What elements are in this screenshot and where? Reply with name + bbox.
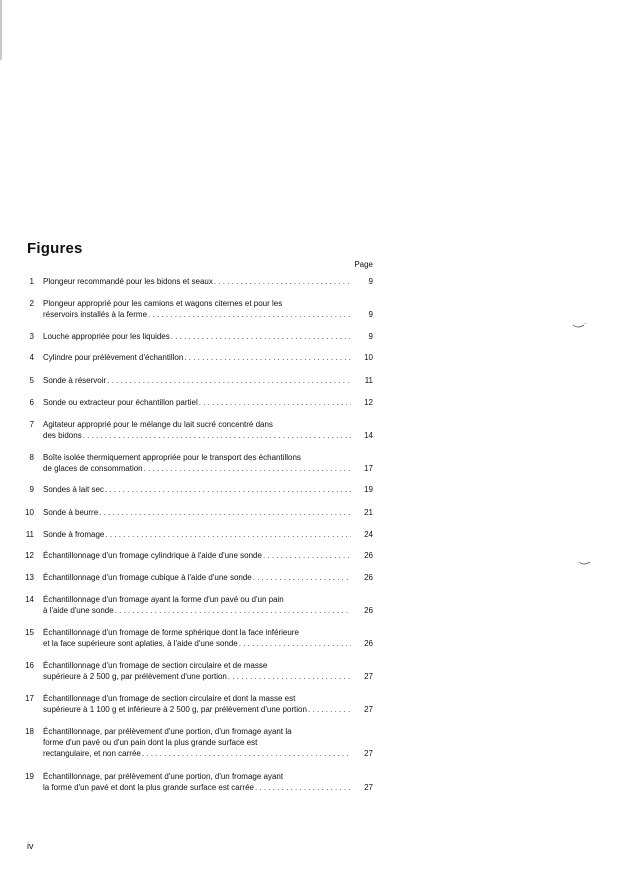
dot-leader <box>198 397 351 408</box>
caption-line: Sonde à fromage <box>43 530 105 539</box>
figure-caption <box>43 594 373 616</box>
figure-caption <box>43 419 373 441</box>
caption-line: Échantillonnage d'un fromage cubique à l'aide d'une sonde <box>43 573 252 582</box>
page-number: 14 <box>364 431 373 440</box>
dot-leader <box>227 671 351 682</box>
page-number: 24 <box>364 530 373 539</box>
dot-leader <box>114 605 351 616</box>
figure-number: 14 <box>25 595 34 604</box>
caption-line: rectangulaire, et non carrée <box>43 749 141 758</box>
figure-number: 17 <box>25 694 34 703</box>
caption-last-line <box>43 331 373 342</box>
figure-number: 5 <box>29 376 34 385</box>
dot-leader <box>213 276 351 287</box>
figure-caption <box>43 276 373 287</box>
caption-last-line <box>43 704 373 715</box>
figure-number: 1 <box>29 277 34 286</box>
caption-last-line <box>43 276 373 287</box>
caption-last-line <box>43 572 373 583</box>
footer-page-number: iv <box>27 841 34 851</box>
figure-number: 16 <box>25 661 34 670</box>
caption-line: supérieure à 2 500 g, par prélèvement d'une portion <box>43 672 227 681</box>
scan-mark <box>578 560 592 566</box>
caption-last-line <box>43 430 373 441</box>
caption-last-line <box>43 671 373 682</box>
figure-caption <box>43 507 373 518</box>
caption-last-line <box>43 309 373 320</box>
caption-last-line <box>43 550 373 561</box>
figure-number: 15 <box>25 628 34 637</box>
figure-caption <box>43 298 373 320</box>
caption-last-line <box>43 397 373 408</box>
dot-leader <box>82 430 351 441</box>
page-number: 19 <box>364 485 373 494</box>
page-number: 11 <box>364 376 373 385</box>
figure-caption <box>43 331 373 342</box>
caption-last-line <box>43 507 373 518</box>
scan-margin-line <box>0 0 2 60</box>
dot-leader <box>104 529 351 540</box>
page-number: 27 <box>364 672 373 681</box>
caption-line: Cylindre pour prélèvement d'échantillon <box>43 353 184 362</box>
caption-line: Sonde ou extracteur pour échantillon partiel <box>43 398 198 407</box>
figure-caption <box>43 660 373 682</box>
caption-last-line <box>43 484 373 495</box>
figure-caption <box>43 693 373 715</box>
figure-number: 3 <box>29 332 34 341</box>
figure-caption <box>43 550 373 561</box>
caption-last-line <box>43 638 373 649</box>
figure-caption <box>43 771 373 793</box>
figure-number: 12 <box>25 551 34 560</box>
caption-line: Échantillonnage d'un fromage cylindrique à l'aide d'une sonde <box>43 551 262 560</box>
caption-line: supérieure à 1 100 g et inférieure à 2 500 g, par prélèvement d'une portion <box>43 705 307 714</box>
caption-last-line <box>43 352 373 363</box>
page-number: 9 <box>368 277 373 286</box>
figure-number: 7 <box>29 420 34 429</box>
dot-leader <box>98 507 351 518</box>
caption-line: des bidons <box>43 431 82 440</box>
caption-line: Plongeur recommandé pour les bidons et seaux <box>43 277 213 286</box>
dot-leader <box>252 572 351 583</box>
caption-last-line <box>43 375 373 386</box>
caption-line: Échantillonnage, par prélèvement d'une portion, d'un fromage ayant <box>43 772 284 781</box>
dot-leader <box>106 375 351 386</box>
figure-number: 4 <box>29 353 34 362</box>
caption-line: à l'aide d'une sonde <box>43 606 114 615</box>
caption-line: Sonde à beurre <box>43 508 99 517</box>
figure-number: 9 <box>29 485 34 494</box>
caption-last-line <box>43 463 373 474</box>
caption-line: Échantillonnage d'un fromage de forme sphérique dont la face inférieure <box>43 628 299 637</box>
caption-line: réservoirs installés à la ferme <box>43 310 148 319</box>
dot-leader <box>147 309 351 320</box>
caption-line: Échantillonnage d'un fromage ayant la forme d'un pavé ou d'un pain <box>43 595 284 604</box>
figure-caption <box>43 397 373 408</box>
page-number: 12 <box>364 398 373 407</box>
page-number: 27 <box>364 783 373 792</box>
figure-number: 8 <box>29 453 34 462</box>
page-number: 9 <box>368 310 373 319</box>
figure-caption <box>43 627 373 649</box>
figure-number: 11 <box>25 530 34 539</box>
figure-number: 10 <box>25 508 34 517</box>
page-number: 10 <box>364 353 373 362</box>
figure-caption <box>43 572 373 583</box>
caption-line: Plongeur approprié pour les camions et wagons citernes et pour les <box>43 299 283 308</box>
dot-leader <box>262 550 351 561</box>
page-number: 26 <box>364 606 373 615</box>
figure-caption <box>43 726 373 759</box>
scan-mark <box>572 322 586 328</box>
caption-line: Louche appropriée pour les liquides <box>43 332 170 341</box>
dot-leader <box>238 638 351 649</box>
page-column-label: Page <box>354 260 373 269</box>
page-number: 26 <box>364 573 373 582</box>
caption-last-line <box>43 748 373 759</box>
caption-line: Agitateur approprié pour le mélange du lait sucré concentré dans <box>43 420 273 429</box>
page-number: 27 <box>364 705 373 714</box>
figure-number: 18 <box>25 727 34 736</box>
figure-caption <box>43 352 373 363</box>
figure-caption <box>43 452 373 474</box>
figure-caption <box>43 529 373 540</box>
caption-line: Sonde à réservoir <box>43 376 107 385</box>
caption-last-line <box>43 529 373 540</box>
caption-line: Sondes à lait sec <box>43 485 104 494</box>
figure-number: 13 <box>25 573 34 582</box>
dot-leader <box>254 782 351 793</box>
page-number: 21 <box>364 508 373 517</box>
dot-leader <box>104 484 351 495</box>
caption-line: forme d'un pavé ou d'un pain dont la plus grande surface est <box>43 738 258 747</box>
figure-number: 6 <box>29 398 34 407</box>
page-number: 26 <box>364 551 373 560</box>
dot-leader <box>170 331 351 342</box>
section-heading: Figures <box>27 240 83 257</box>
caption-line: Échantillonnage, par prélèvement d'une portion, d'un fromage ayant la <box>43 727 292 736</box>
page-number: 27 <box>364 749 373 758</box>
page-number: 26 <box>364 639 373 648</box>
page-number: 9 <box>368 332 373 341</box>
caption-line: de glaces de consommation <box>43 464 143 473</box>
caption-line: et la face supérieure sont aplaties, à l'aide d'une sonde <box>43 639 238 648</box>
figure-number: 2 <box>29 299 34 308</box>
figure-caption <box>43 484 373 495</box>
figure-caption <box>43 375 373 386</box>
dot-leader <box>183 352 351 363</box>
dot-leader <box>141 748 351 759</box>
caption-last-line <box>43 782 373 793</box>
caption-line: Échantillonnage d'un fromage de section circulaire et dont la masse est <box>43 694 296 703</box>
caption-line: la forme d'un pavé et dont la plus grande surface est carrée <box>43 783 254 792</box>
dot-leader <box>307 704 351 715</box>
caption-line: Boîte isolée thermiquement appropriée pour le transport des échantillons <box>43 453 301 462</box>
figure-number: 19 <box>25 772 34 781</box>
page-number: 17 <box>364 464 373 473</box>
caption-last-line <box>43 605 373 616</box>
caption-line: Échantillonnage d'un fromage de section circulaire et de masse <box>43 661 268 670</box>
dot-leader <box>143 463 351 474</box>
